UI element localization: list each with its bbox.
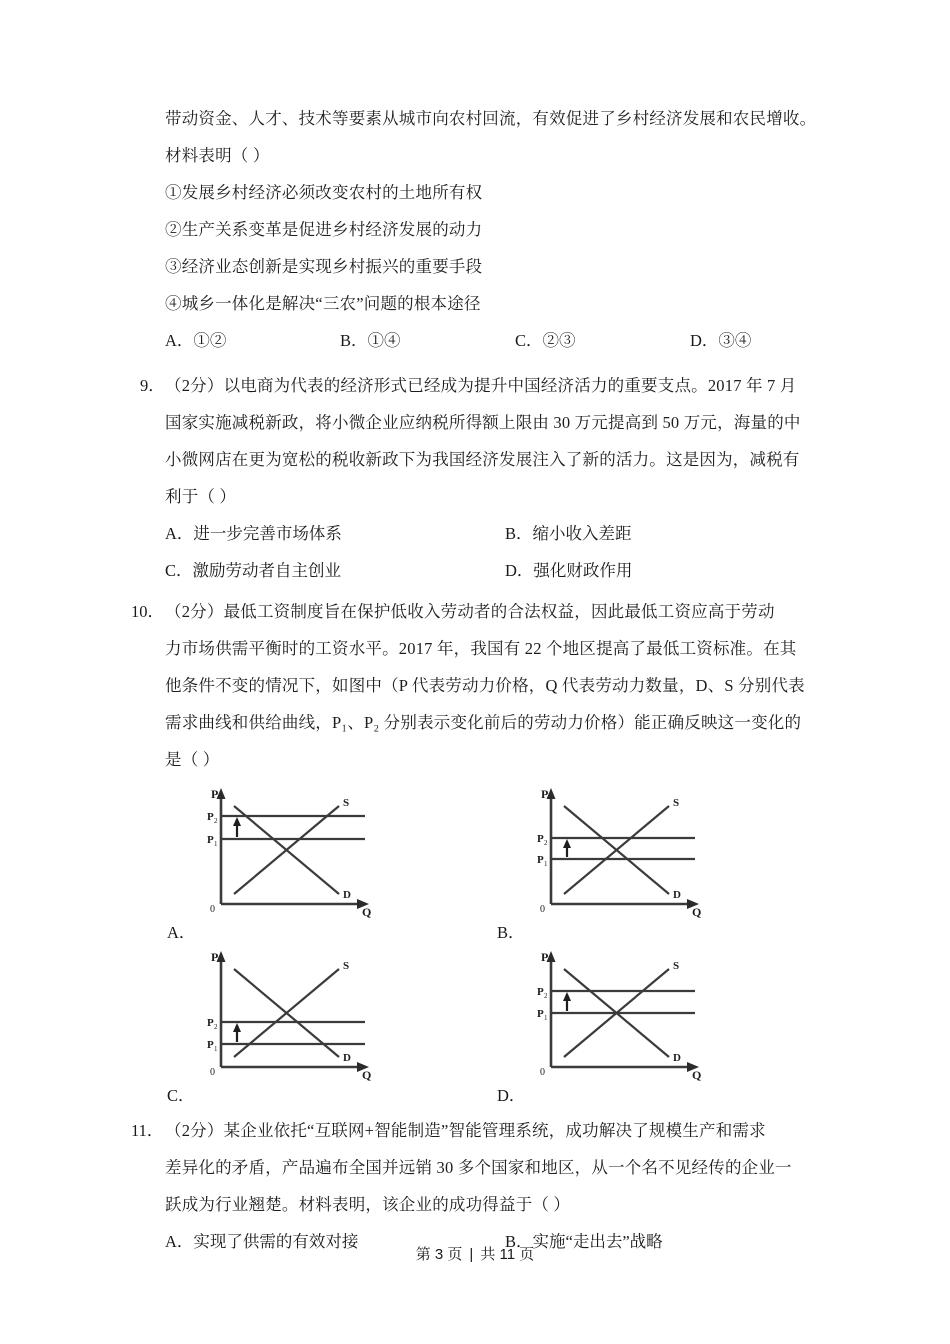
q10-stem-line-1 [165, 593, 840, 630]
q9-option-d[interactable]: D．强化财政作用 [505, 561, 633, 580]
q9-stem-line-4: 利于（ ） [165, 487, 237, 506]
svg-text:P: P [537, 833, 544, 845]
svg-text:D: D [673, 1052, 681, 1064]
supply-demand-chart-c [199, 949, 379, 1089]
q10-figure-a[interactable] [165, 786, 495, 949]
q10-stem-line-3: 他条件不变的情况下，如图中（P 代表劳动力价格，Q 代表劳动力数量，D、S 分别代表 [165, 676, 805, 695]
svg-text:2: 2 [214, 817, 218, 825]
svg-text:Q: Q [362, 905, 372, 919]
svg-text:1: 1 [544, 1014, 548, 1022]
q9-stem-line-3: 小微网店在更为宽松的税收新政下为我国经济发展注入了新的活力。这是因为，减税有 [165, 450, 800, 469]
svg-text:1: 1 [214, 840, 218, 848]
svg-text:P: P [207, 811, 214, 823]
q8-statement-1: ①发展乡村经济必须改变农村的土地所有权 [165, 183, 483, 202]
svg-text:0: 0 [210, 904, 215, 915]
q9-stem-line-1 [165, 367, 840, 404]
q9-number: 9． [140, 376, 165, 395]
q10-figure-b-label: B． [497, 923, 525, 942]
svg-text:P: P [211, 950, 219, 964]
svg-text:0: 0 [210, 1067, 215, 1078]
question-10 [131, 593, 840, 1112]
svg-text:P: P [207, 1017, 214, 1029]
svg-text:P: P [541, 950, 549, 964]
footer-current-page: 第 3 页 [415, 1246, 463, 1263]
q9-stem-line-2: 国家实施减税新政，将小微企业应纳税所得额上限由 30 万元提高到 50 万元，海量的中 [165, 413, 801, 432]
q9-stem-text-1: 以电商为代表的经济形式已经成为提升中国经济活力的重要支点。2017 年 7 月 [223, 376, 797, 395]
q10-figure-d[interactable] [495, 949, 825, 1112]
q10-number: 10． [131, 602, 164, 621]
q9-option-a[interactable]: A．进一步完善市场体系 [165, 524, 342, 543]
svg-text:S: S [673, 797, 680, 809]
svg-text:D: D [673, 889, 681, 901]
q8-option-a[interactable]: A．①② [165, 331, 227, 350]
svg-text:P: P [541, 787, 549, 801]
q11-number: 11． [131, 1121, 164, 1140]
page-footer [0, 1243, 950, 1264]
footer-separator: | [469, 1246, 474, 1263]
svg-text:P: P [211, 787, 219, 801]
footer-total-pages: 共 11 页 [480, 1246, 535, 1263]
svg-text:Q: Q [362, 1068, 372, 1082]
q11-option-b[interactable]: B．实施“走出去”战略 [505, 1232, 663, 1251]
q10-figure-row-bottom [165, 949, 825, 1112]
svg-text:D: D [343, 889, 351, 901]
question-11 [131, 1112, 840, 1260]
supply-demand-chart-d [529, 949, 709, 1089]
q11-stem-line-3: 跃成为行业翘楚。材料表明，该企业的成功得益于（ ） [165, 1195, 571, 1214]
q9-option-b[interactable]: B．缩小收入差距 [505, 524, 632, 543]
q10-figure-c[interactable] [165, 949, 495, 1112]
svg-text:S: S [673, 960, 680, 972]
q9-options-row-1 [165, 515, 840, 552]
svg-text:Q: Q [692, 1068, 702, 1082]
q10-figure-b[interactable] [495, 786, 825, 949]
svg-text:P: P [537, 854, 544, 866]
q11-stem-text-1: 某企业依托“互联网+智能制造”智能管理系统，成功解决了规模生产和需求 [223, 1121, 766, 1140]
svg-text:Q: Q [692, 905, 702, 919]
q10-stem-line-4: 需求曲线和供给曲线，P₁、P₂ 分别表示变化前后的劳动力价格）能正确反映这一变化的 [165, 713, 802, 732]
supply-demand-chart-b [529, 786, 709, 926]
q10-marks: （2分） [165, 602, 224, 621]
q11-option-a[interactable]: A．实现了供需的有效对接 [165, 1232, 359, 1251]
svg-text:P: P [537, 986, 544, 998]
svg-text:S: S [343, 960, 350, 972]
svg-text:0: 0 [540, 904, 545, 915]
svg-text:P: P [207, 1039, 214, 1051]
q10-stem-line-5: 是（ ） [165, 750, 220, 769]
q10-stem-text-1: 最低工资制度旨在保护低收入劳动者的合法权益，因此最低工资应高于劳动 [223, 602, 775, 621]
q8-option-c[interactable]: C．②③ [515, 331, 576, 350]
q11-marks: （2分） [165, 1121, 224, 1140]
question-9 [140, 367, 840, 589]
q8-statement-2: ②生产关系变革是促进乡村经济发展的动力 [165, 220, 483, 239]
svg-text:2: 2 [544, 839, 548, 847]
svg-text:1: 1 [214, 1045, 218, 1053]
q10-figure-d-label: D． [497, 1086, 526, 1105]
q8-options [165, 322, 840, 359]
question-8-tail [165, 100, 840, 359]
svg-text:1: 1 [544, 860, 548, 868]
q8-option-d[interactable]: D．③④ [690, 331, 752, 350]
q10-figure-a-label: A． [167, 923, 196, 942]
svg-text:D: D [343, 1052, 351, 1064]
svg-text:2: 2 [544, 992, 548, 1000]
q10-figure-c-label: C． [167, 1086, 195, 1105]
supply-demand-chart-a [199, 786, 379, 926]
svg-text:P: P [207, 834, 214, 846]
q8-stem-line-2: 带动资金、人才、技术等要素从城市向农村回流，有效促进了乡村经济发展和农民增收。 [165, 109, 817, 128]
q11-stem-line-2: 差异化的矛盾，产品遍布全国并远销 30 多个国家和地区，从一个名不见经传的企业一 [165, 1158, 792, 1177]
q10-figure-group [165, 786, 825, 1112]
q8-statement-3: ③经济业态创新是实现乡村振兴的重要手段 [165, 257, 483, 276]
svg-text:2: 2 [214, 1023, 218, 1031]
svg-text:S: S [343, 797, 350, 809]
q9-options-row-2 [165, 552, 840, 589]
q10-stem-line-2: 力市场供需平衡时的工资水平。2017 年，我国有 22 个地区提高了最低工资标准。在其 [165, 639, 797, 658]
q8-stem-line-3: 材料表明（ ） [165, 146, 270, 165]
q8-option-b[interactable]: B．①④ [340, 331, 401, 350]
svg-text:0: 0 [540, 1067, 545, 1078]
q10-figure-row-top [165, 786, 825, 949]
q11-stem-line-1 [165, 1112, 840, 1149]
q9-option-c[interactable]: C．激励劳动者自主创业 [165, 561, 342, 580]
q8-statement-4: ④城乡一体化是解决“三农”问题的根本途径 [165, 294, 481, 313]
svg-text:P: P [537, 1008, 544, 1020]
q9-marks: （2分） [165, 376, 224, 395]
